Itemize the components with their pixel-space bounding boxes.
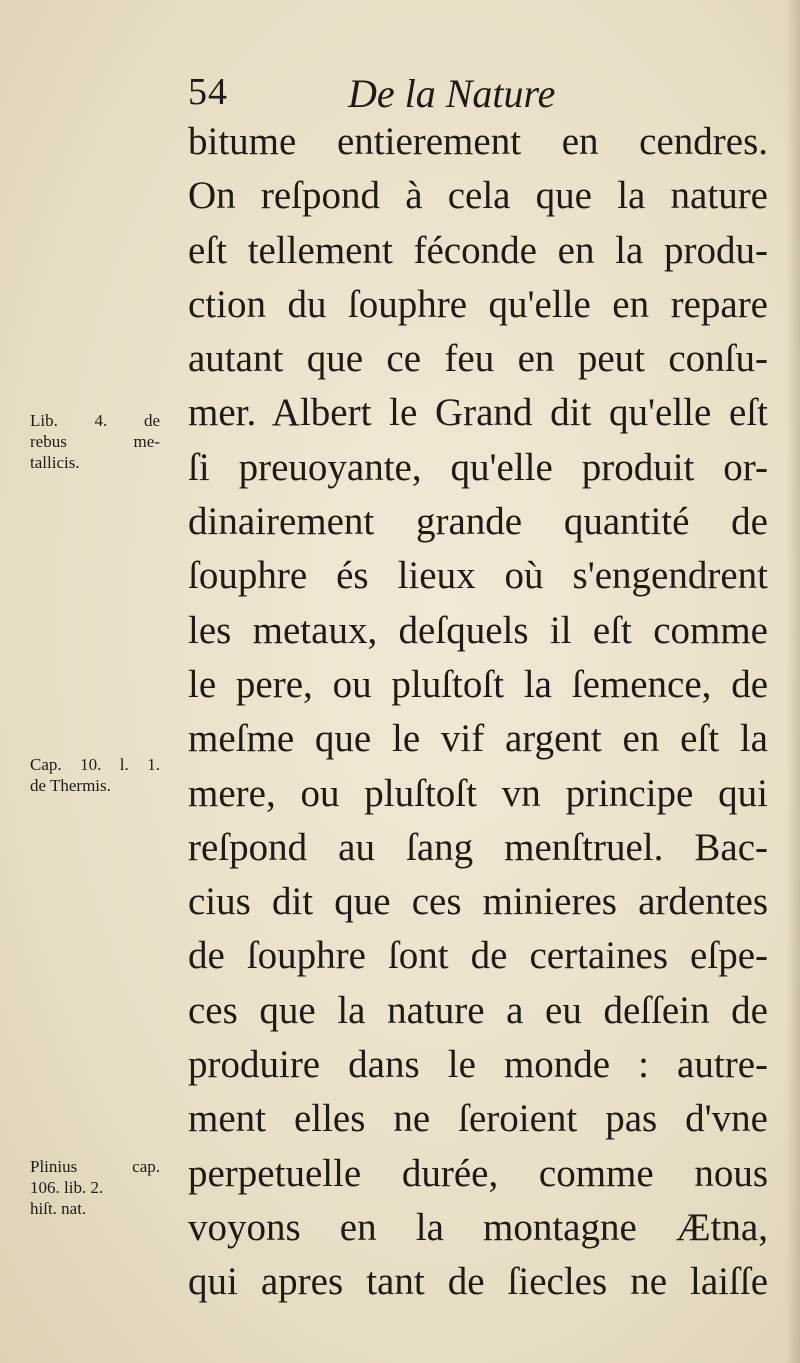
margin-note-line: Cap. 10. l. 1. [30, 755, 160, 774]
text-line: ces que la nature a eu deſſein de [188, 988, 768, 1032]
margin-note-line: de Thermis. [30, 776, 111, 795]
page-number: 54 [188, 71, 228, 113]
text-line: mer. Albert le Grand dit qu'elle eſt [188, 391, 768, 435]
text-line: ſi preuoyante, qu'elle produit or- [188, 445, 768, 489]
margin-note-line: hiſt. nat. [30, 1199, 87, 1218]
text-line: dinairement grande quantité de [188, 500, 768, 544]
text-line: ment elles ne ſeroient pas d'vne [188, 1097, 768, 1141]
margin-note-plinius [30, 1156, 160, 1219]
main-text-block [188, 115, 768, 1310]
text-line: reſpond au ſang menſtruel. Bac- [188, 825, 768, 869]
running-head [188, 70, 788, 120]
text-line: ction du ſouphre qu'elle en repare [188, 282, 768, 326]
text-line: produire dans le monde : autre- [188, 1043, 768, 1087]
text-line: autant que ce feu en peut conſu- [188, 337, 768, 381]
margin-note-line: 106. lib. 2. [30, 1178, 104, 1197]
text-line: qui apres tant de ſiecles ne laiſſe [188, 1260, 768, 1304]
text-line: meſme que le vif argent en eſt la [188, 717, 768, 761]
margin-note-line: rebus me- [30, 432, 160, 451]
text-line: de ſouphre ſont de certaines eſpe- [188, 934, 768, 978]
text-line: le pere, ou pluſtoſt la ſemence, de [188, 662, 768, 706]
text-line: voyons en la montagne Ætna, [188, 1205, 768, 1249]
text-line: eſt tellement féconde en la produ- [188, 228, 768, 272]
text-line: mere, ou pluſtoſt vn principe qui [188, 771, 768, 815]
margin-note-line: tallicis. [30, 453, 80, 472]
text-line: bitume entierement en cendres. [188, 120, 768, 163]
page-edge-shadow [786, 0, 800, 1363]
text-line: perpetuelle durée, comme nous [188, 1151, 768, 1195]
text-line: On reſpond à cela que la nature [188, 174, 768, 218]
text-line: cius dit que ces minieres ardentes [188, 880, 768, 924]
running-title: De la Nature [348, 71, 556, 116]
margin-note-albert [30, 410, 160, 473]
margin-note-line: Plinius cap. [30, 1157, 160, 1176]
margin-note-baccius [30, 754, 160, 796]
margin-note-line: Lib. 4. de [30, 411, 160, 430]
text-line: ſouphre és lieux où s'engendrent [188, 554, 768, 598]
text-line: les metaux, deſquels il eſt comme [188, 608, 768, 652]
